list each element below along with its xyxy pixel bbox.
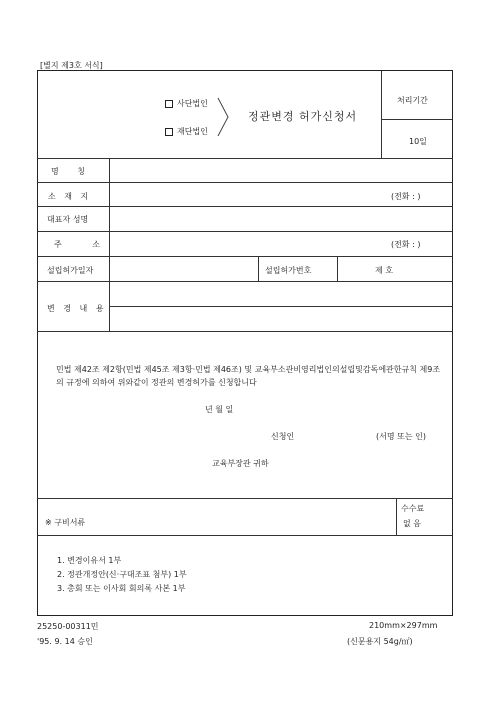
- application-statement: 민법 제42조 제2항(민법 제45조 제3항·민법 제46조) 및 교육부소관비영리법인의설립및감독에관한규칙 제9조의 규정에 의하여 위와같이 정관의 변경허가를 신청합니다: [56, 365, 441, 387]
- paper-spec: (신문용지 54g/㎡): [347, 637, 413, 646]
- location-label: 소 재 지: [48, 192, 92, 201]
- divider: [381, 119, 452, 120]
- change-details-label: 변 경 내 용: [47, 304, 107, 313]
- fee-label: 수수료: [401, 504, 425, 513]
- divider: [396, 498, 397, 535]
- checkbox-icon[interactable]: [165, 128, 173, 136]
- paper-size: 210mm×297mm: [369, 621, 438, 630]
- divider: [37, 535, 453, 536]
- divider: [109, 306, 453, 307]
- permit-date-label: 설립허가일자: [47, 266, 94, 275]
- phone-label: (전화 : ): [391, 192, 421, 201]
- divider: [337, 256, 338, 281]
- divider: [37, 158, 453, 159]
- processing-period-label: 처리기간: [397, 96, 428, 105]
- divider: [381, 71, 382, 158]
- checkbox-icon[interactable]: [165, 100, 173, 108]
- address-label: 주 소: [54, 240, 114, 249]
- form-reference: [별지 제3호 서식]: [40, 61, 103, 70]
- option-foundation[interactable]: [165, 126, 208, 137]
- document-item: 3. 총회 또는 이사회 회의록 사본 1부: [57, 584, 186, 593]
- divider: [37, 331, 453, 332]
- divider: [37, 182, 453, 183]
- representative-label: 대표자 성명: [47, 215, 89, 224]
- divider: [37, 231, 453, 232]
- fee-value: 없 음: [403, 519, 421, 528]
- addressee: 교육부장관 귀하: [212, 459, 269, 468]
- approval-date: '95. 9. 14 승인: [37, 637, 93, 646]
- form-code: 25250-00311민: [37, 622, 99, 631]
- permit-number-value: 제 호: [375, 266, 393, 275]
- signature-label: (서명 또는 인): [376, 432, 426, 441]
- processing-period-value: 10일: [409, 137, 427, 146]
- document-item: 1. 변경이유서 1부: [57, 556, 122, 565]
- option-label: 재단법인: [177, 127, 208, 136]
- phone-label: (전화 : ): [391, 240, 421, 249]
- divider: [37, 281, 453, 282]
- option-label: 사단법인: [177, 99, 208, 108]
- permit-number-label: 설립허가번호: [265, 266, 312, 275]
- document-item: 2. 정관개정안(신·구대조표 첨부) 1부: [57, 570, 187, 579]
- required-documents-label: ※ 구비서류: [45, 518, 86, 527]
- divider: [258, 256, 259, 281]
- bracket-icon: [216, 96, 230, 138]
- applicant-label: 신청인: [271, 432, 295, 441]
- name-label: 명 칭: [51, 167, 93, 176]
- form-title: 정관변경 허가신청서: [248, 110, 358, 123]
- date-line: 년 월 일: [205, 405, 234, 414]
- divider: [37, 256, 453, 257]
- divider: [37, 206, 453, 207]
- option-incorporated-association[interactable]: [165, 98, 208, 109]
- divider: [37, 498, 453, 499]
